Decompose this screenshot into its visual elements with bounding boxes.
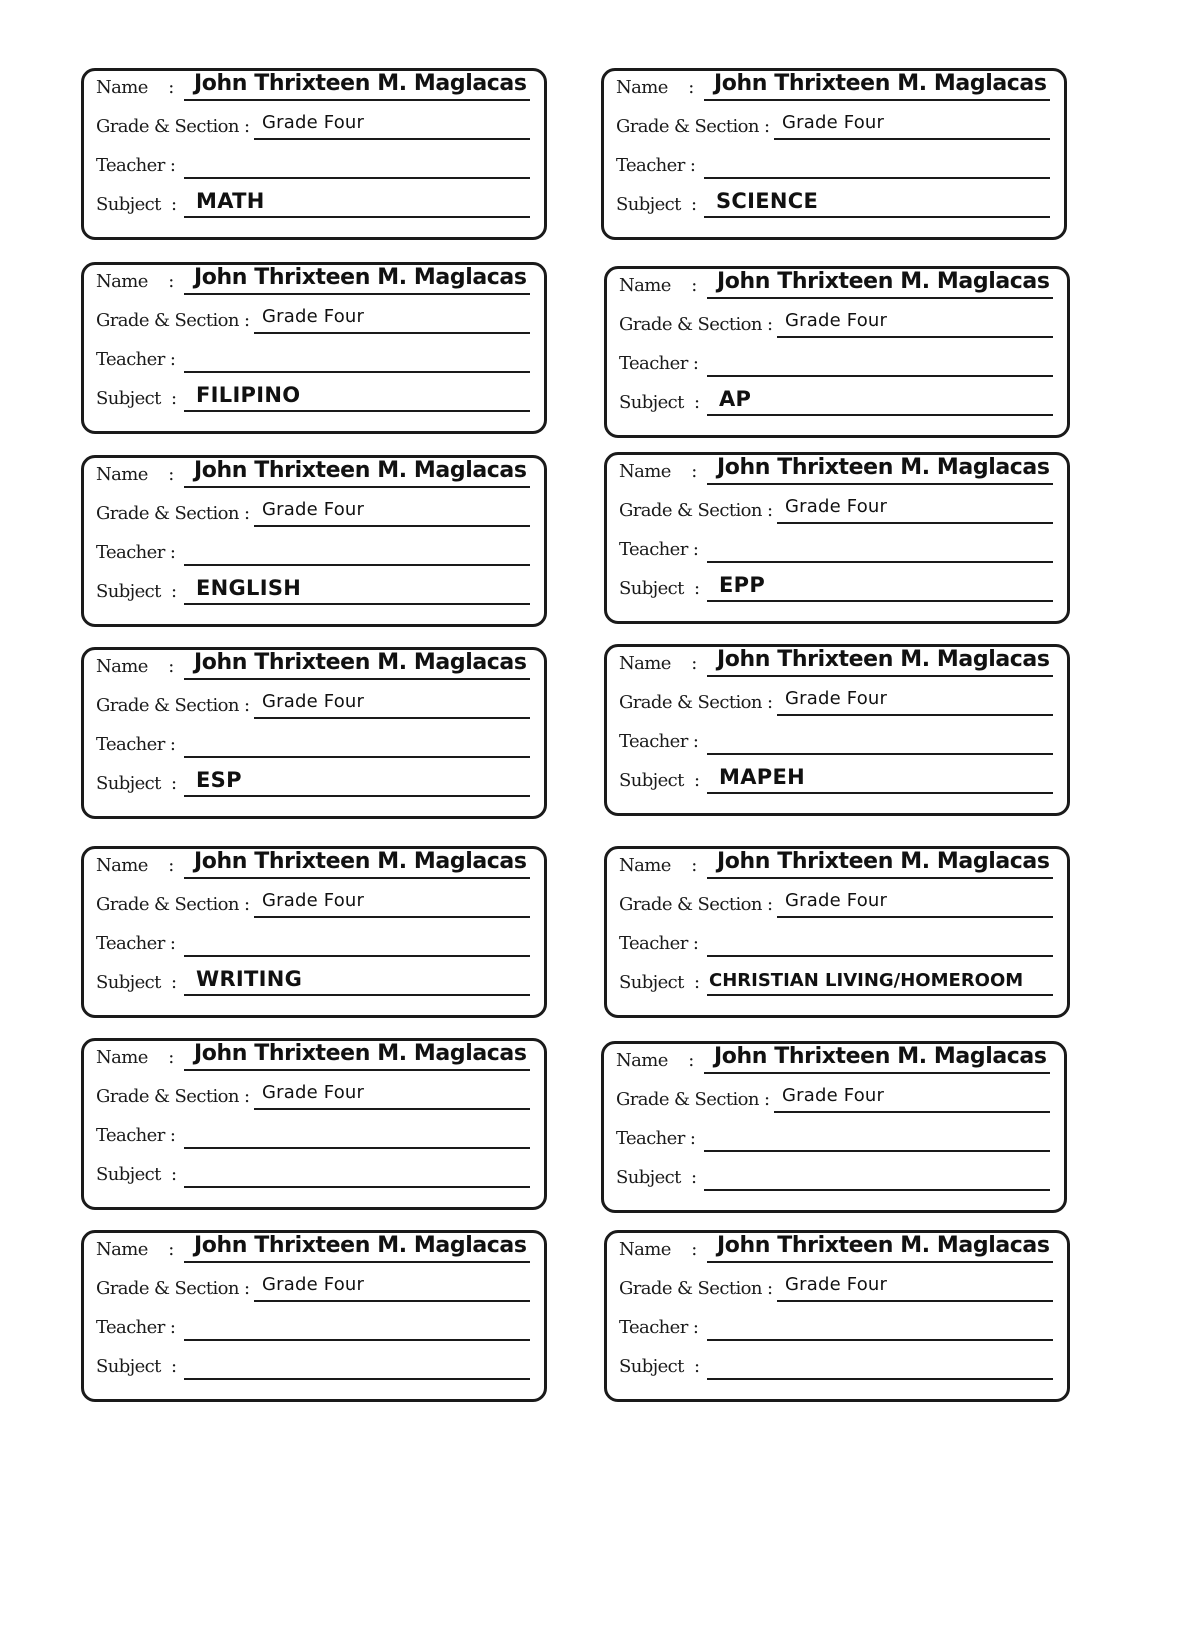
subject-underline <box>184 1352 530 1380</box>
name-underline <box>707 271 1053 299</box>
subject-label: Subject : <box>619 770 700 791</box>
name-underline <box>184 1043 530 1071</box>
subject-label: Subject : <box>96 581 177 602</box>
subject-value: AP <box>719 387 752 411</box>
subject-row <box>616 189 1050 218</box>
grade-label: Grade & Section : <box>616 1089 770 1110</box>
name-label-card <box>81 846 547 1018</box>
subject-label: Subject : <box>96 972 177 993</box>
name-label-card <box>601 68 1067 240</box>
grade-row <box>619 312 1053 338</box>
subject-row <box>619 1354 1053 1380</box>
name-label-card <box>604 266 1070 438</box>
subject-label: Subject : <box>619 972 700 993</box>
grade-value: Grade Four <box>785 496 888 517</box>
name-value: John Thrixteen M. Maglacas <box>194 1233 527 1258</box>
subject-value: MAPEH <box>719 765 805 789</box>
grade-row <box>96 501 530 527</box>
grade-label: Grade & Section : <box>96 1278 250 1299</box>
teacher-label: Teacher : <box>619 933 699 954</box>
grade-label: Grade & Section : <box>616 116 770 137</box>
name-label-card <box>604 644 1070 816</box>
teacher-row <box>96 931 530 957</box>
name-value: John Thrixteen M. Maglacas <box>717 269 1050 294</box>
name-label: Name : <box>616 1050 694 1071</box>
subject-row <box>96 576 530 605</box>
teacher-label: Teacher : <box>619 731 699 752</box>
grade-label: Grade & Section : <box>96 894 250 915</box>
name-underline <box>184 652 530 680</box>
subject-underline <box>704 190 1050 218</box>
name-underline <box>184 267 530 295</box>
grade-underline <box>777 310 1053 338</box>
subject-underline <box>184 968 530 996</box>
name-underline <box>707 1235 1053 1263</box>
name-label: Name : <box>96 656 174 677</box>
grade-underline <box>777 1274 1053 1302</box>
subject-underline <box>707 766 1053 794</box>
name-row <box>619 1233 1053 1263</box>
subject-row <box>96 967 530 996</box>
name-label: Name : <box>96 855 174 876</box>
subject-row <box>96 768 530 797</box>
name-value: John Thrixteen M. Maglacas <box>194 265 527 290</box>
grade-value: Grade Four <box>262 499 365 520</box>
name-label: Name : <box>619 275 697 296</box>
grade-value: Grade Four <box>782 1085 885 1106</box>
name-label: Name : <box>96 271 174 292</box>
name-underline <box>184 1235 530 1263</box>
name-value: John Thrixteen M. Maglacas <box>717 1233 1050 1258</box>
subject-label: Subject : <box>619 1356 700 1377</box>
teacher-underline <box>707 929 1053 957</box>
grade-underline <box>254 1274 530 1302</box>
subject-label: Subject : <box>616 194 697 215</box>
grade-row <box>619 498 1053 524</box>
teacher-row <box>616 153 1050 179</box>
subject-label: Subject : <box>96 1164 177 1185</box>
teacher-underline <box>184 730 530 758</box>
subject-underline <box>184 769 530 797</box>
subject-underline <box>184 384 530 412</box>
grade-label: Grade & Section : <box>96 116 250 137</box>
name-label-card <box>604 846 1070 1018</box>
name-row <box>616 71 1050 101</box>
teacher-row <box>619 537 1053 563</box>
name-label-card <box>81 262 547 434</box>
teacher-row <box>619 1315 1053 1341</box>
name-value: John Thrixteen M. Maglacas <box>717 455 1050 480</box>
teacher-row <box>96 1123 530 1149</box>
teacher-underline <box>184 929 530 957</box>
name-label: Name : <box>96 464 174 485</box>
name-label: Name : <box>619 461 697 482</box>
grade-row <box>616 1087 1050 1113</box>
grade-row <box>96 1084 530 1110</box>
grade-underline <box>254 691 530 719</box>
grade-label: Grade & Section : <box>619 1278 773 1299</box>
name-underline <box>184 851 530 879</box>
subject-value: FILIPINO <box>196 383 301 407</box>
name-underline <box>184 73 530 101</box>
subject-row <box>616 1165 1050 1191</box>
grade-row <box>96 693 530 719</box>
grade-underline <box>254 499 530 527</box>
name-label-card <box>604 1230 1070 1402</box>
name-row <box>96 71 530 101</box>
grade-underline <box>774 112 1050 140</box>
name-label-card <box>81 647 547 819</box>
grade-underline <box>777 890 1053 918</box>
teacher-row <box>619 351 1053 377</box>
grade-value: Grade Four <box>785 890 888 911</box>
name-row <box>96 1233 530 1263</box>
teacher-underline <box>704 1124 1050 1152</box>
grade-row <box>619 892 1053 918</box>
teacher-underline <box>184 345 530 373</box>
teacher-label: Teacher : <box>96 1125 176 1146</box>
teacher-underline <box>184 1313 530 1341</box>
subject-underline <box>707 574 1053 602</box>
grade-row <box>616 114 1050 140</box>
subject-value: MATH <box>196 189 265 213</box>
subject-row <box>619 765 1053 794</box>
subject-label: Subject : <box>96 388 177 409</box>
teacher-label: Teacher : <box>96 542 176 563</box>
subject-underline <box>707 388 1053 416</box>
grade-underline <box>774 1085 1050 1113</box>
teacher-underline <box>184 538 530 566</box>
subject-row <box>96 1162 530 1188</box>
name-row <box>619 647 1053 677</box>
grade-value: Grade Four <box>785 310 888 331</box>
name-row <box>96 458 530 488</box>
name-label: Name : <box>96 1047 174 1068</box>
name-row <box>96 1041 530 1071</box>
name-label-card <box>604 452 1070 624</box>
grade-label: Grade & Section : <box>96 503 250 524</box>
grade-underline <box>254 306 530 334</box>
subject-underline <box>707 968 1053 996</box>
subject-value: EPP <box>719 573 766 597</box>
teacher-label: Teacher : <box>619 539 699 560</box>
name-value: John Thrixteen M. Maglacas <box>194 650 527 675</box>
name-label-card <box>81 1230 547 1402</box>
teacher-underline <box>707 349 1053 377</box>
teacher-label: Teacher : <box>619 1317 699 1338</box>
name-row <box>619 849 1053 879</box>
name-underline <box>707 457 1053 485</box>
grade-row <box>619 690 1053 716</box>
name-row <box>619 455 1053 485</box>
grade-label: Grade & Section : <box>619 500 773 521</box>
name-value: John Thrixteen M. Maglacas <box>194 71 527 96</box>
teacher-underline <box>707 727 1053 755</box>
teacher-row <box>619 931 1053 957</box>
name-label: Name : <box>616 77 694 98</box>
grade-label: Grade & Section : <box>619 692 773 713</box>
subject-row <box>96 189 530 218</box>
subject-row <box>619 573 1053 602</box>
name-underline <box>704 1046 1050 1074</box>
name-value: John Thrixteen M. Maglacas <box>717 849 1050 874</box>
grade-value: Grade Four <box>785 1274 888 1295</box>
teacher-label: Teacher : <box>619 353 699 374</box>
name-row <box>96 265 530 295</box>
name-label: Name : <box>619 855 697 876</box>
subject-label: Subject : <box>96 1356 177 1377</box>
grade-value: Grade Four <box>785 688 888 709</box>
subject-underline <box>184 1160 530 1188</box>
grade-value: Grade Four <box>262 1274 365 1295</box>
name-value: John Thrixteen M. Maglacas <box>714 1044 1047 1069</box>
name-underline <box>707 649 1053 677</box>
name-row <box>96 849 530 879</box>
subject-label: Subject : <box>619 392 700 413</box>
teacher-underline <box>707 1313 1053 1341</box>
teacher-label: Teacher : <box>96 734 176 755</box>
grade-row <box>96 308 530 334</box>
name-value: John Thrixteen M. Maglacas <box>194 1041 527 1066</box>
name-label-card <box>81 1038 547 1210</box>
grade-row <box>96 114 530 140</box>
name-row <box>616 1044 1050 1074</box>
subject-value: SCIENCE <box>716 189 819 213</box>
grade-underline <box>254 890 530 918</box>
name-value: John Thrixteen M. Maglacas <box>194 849 527 874</box>
name-label-card <box>81 455 547 627</box>
name-label: Name : <box>619 653 697 674</box>
grade-label: Grade & Section : <box>96 310 250 331</box>
teacher-label: Teacher : <box>96 349 176 370</box>
teacher-label: Teacher : <box>96 1317 176 1338</box>
grade-underline <box>777 496 1053 524</box>
subject-underline <box>184 190 530 218</box>
subject-value: ENGLISH <box>196 576 302 600</box>
grade-value: Grade Four <box>262 691 365 712</box>
grade-label: Grade & Section : <box>619 894 773 915</box>
teacher-row <box>616 1126 1050 1152</box>
grade-value: Grade Four <box>262 1082 365 1103</box>
teacher-underline <box>707 535 1053 563</box>
grade-value: Grade Four <box>782 112 885 133</box>
teacher-underline <box>704 151 1050 179</box>
grade-row <box>96 1276 530 1302</box>
teacher-label: Teacher : <box>616 1128 696 1149</box>
grade-label: Grade & Section : <box>619 314 773 335</box>
name-value: John Thrixteen M. Maglacas <box>714 71 1047 96</box>
subject-value: CHRISTIAN LIVING/HOMEROOM <box>709 970 1024 991</box>
subject-value: ESP <box>196 768 242 792</box>
teacher-row <box>96 732 530 758</box>
teacher-underline <box>184 151 530 179</box>
name-value: John Thrixteen M. Maglacas <box>194 458 527 483</box>
grade-label: Grade & Section : <box>96 1086 250 1107</box>
grade-underline <box>254 112 530 140</box>
name-underline <box>704 73 1050 101</box>
grade-value: Grade Four <box>262 306 365 327</box>
name-row <box>619 269 1053 299</box>
subject-label: Subject : <box>616 1167 697 1188</box>
grade-row <box>619 1276 1053 1302</box>
subject-label: Subject : <box>619 578 700 599</box>
teacher-label: Teacher : <box>96 933 176 954</box>
teacher-row <box>96 347 530 373</box>
subject-underline <box>184 577 530 605</box>
grade-row <box>96 892 530 918</box>
name-label-card <box>81 68 547 240</box>
subject-row <box>619 970 1053 996</box>
subject-underline <box>707 1352 1053 1380</box>
subject-label: Subject : <box>96 194 177 215</box>
name-label: Name : <box>96 1239 174 1260</box>
teacher-row <box>96 1315 530 1341</box>
name-label: Name : <box>96 77 174 98</box>
teacher-row <box>96 540 530 566</box>
subject-row <box>96 1354 530 1380</box>
subject-row <box>96 383 530 412</box>
teacher-row <box>619 729 1053 755</box>
subject-row <box>619 387 1053 416</box>
grade-value: Grade Four <box>262 112 365 133</box>
name-value: John Thrixteen M. Maglacas <box>717 647 1050 672</box>
name-label: Name : <box>619 1239 697 1260</box>
teacher-underline <box>184 1121 530 1149</box>
grade-underline <box>254 1082 530 1110</box>
grade-value: Grade Four <box>262 890 365 911</box>
teacher-label: Teacher : <box>616 155 696 176</box>
subject-underline <box>704 1163 1050 1191</box>
name-label-card <box>601 1041 1067 1213</box>
teacher-row <box>96 153 530 179</box>
grade-label: Grade & Section : <box>96 695 250 716</box>
name-row <box>96 650 530 680</box>
subject-value: WRITING <box>196 967 303 991</box>
name-underline <box>184 460 530 488</box>
name-underline <box>707 851 1053 879</box>
teacher-label: Teacher : <box>96 155 176 176</box>
grade-underline <box>777 688 1053 716</box>
subject-label: Subject : <box>96 773 177 794</box>
